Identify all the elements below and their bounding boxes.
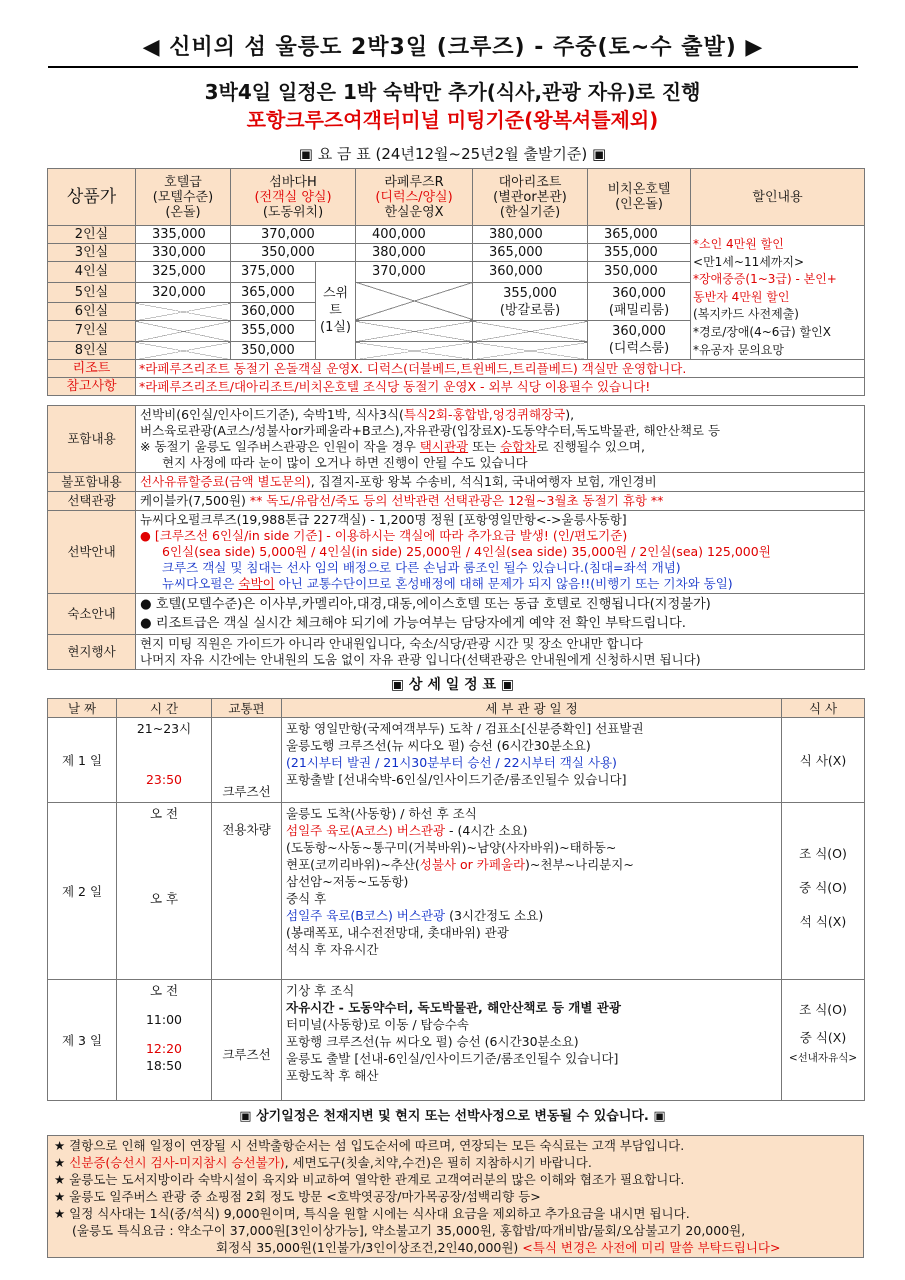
- itinerary-line: (21시부터 발권 / 21시30분부터 승선 / 22시부터 객실 사용): [286, 755, 617, 770]
- itinerary-line: 울릉도 출발 [선내-6인실/인사이드기준/룸조인될수 있습니다]: [286, 1051, 619, 1066]
- meal-item: <선내자유식>: [788, 1052, 858, 1064]
- schedule-header: [48, 699, 865, 718]
- price-cell: 350,000: [231, 244, 356, 262]
- price-cell: 365,000: [473, 244, 588, 262]
- ship-line: 크루즈 객실 및 침대는 선사 임의 배정으로 다른 손님과 룸조인 될수 있습니다.(침대=좌석 개념): [162, 560, 681, 575]
- room-label: 4인실: [48, 262, 136, 283]
- empty-cell: [473, 321, 588, 342]
- time-slot: 오 전: [149, 983, 179, 998]
- empty-cell: [356, 321, 473, 342]
- id-required-text: 신분증(승선시 검사-미지참시 승선불가): [69, 1155, 285, 1170]
- price-cell: 400,000: [356, 226, 473, 244]
- header-laperouse-l1: 라페루즈R: [384, 174, 444, 190]
- discount-line: *경로/장애(4~6급) 할인X: [693, 324, 831, 339]
- header-transport: 교통편: [212, 699, 282, 718]
- day2-times: [117, 803, 212, 980]
- day-label: 제 3 일: [48, 980, 117, 1101]
- text-span: 로 진행될수 있으며,: [536, 439, 645, 454]
- day1-transport: 크루즈선: [212, 718, 282, 803]
- included-line: 현지 사정에 따라 눈이 많이 오거나 하면 진행이 안될 수도 있습니다: [162, 455, 528, 470]
- header-laperouse-l3: 한실운영X: [384, 204, 444, 220]
- day-label: 제 1 일: [48, 718, 117, 803]
- header-beachon-l2: (인온돌): [615, 197, 663, 212]
- price-cell: 355,000: [588, 244, 691, 262]
- optional-row: [48, 492, 865, 511]
- discount-line: <만1세~11세까지>: [693, 254, 805, 269]
- text-span: 뉴씨다오펄은: [162, 576, 239, 591]
- day1-times: [117, 718, 212, 803]
- day3-itinerary: [282, 980, 782, 1101]
- discount-line: *유공자 문의요망: [693, 342, 784, 357]
- excluded-label: 불포함내용: [48, 473, 136, 492]
- header-discount: 할인내용: [691, 169, 865, 226]
- header-itinerary: 세 부 관 광 일 정: [282, 699, 782, 718]
- notice-line: [54, 1154, 857, 1171]
- discount-line: *소인 4만원 할인: [693, 237, 784, 251]
- room-label: 5인실: [48, 282, 136, 303]
- subtitle-itinerary: 3박4일 일정은 1박 숙박만 추가(식사,관광 자유)로 진행: [204, 80, 701, 104]
- itinerary-line: (봉래폭포, 내수전전망대, 촛대바위) 관광: [286, 925, 509, 940]
- optional-label: 선택관광: [48, 492, 136, 511]
- text-span: (3시간정도 소요): [445, 908, 544, 923]
- ship-line: 6인실(sea side) 5,000원 / 4인실(in side) 25,000원 / 4인실(sea side) 35,000원 / 2인실(sea) 125,000원: [162, 544, 771, 559]
- notice-line: (울릉도 특식요금 : 약소구이 37,000원[3인이상가능], 약소불고기 35,000원, 홍합밥/따개비밥/물회/오삼불고기 20,000원,: [72, 1223, 746, 1238]
- itinerary-line: 울릉도행 크루즈선(뉴 씨다오 펄) 승선 (6시간30분소요): [286, 738, 591, 753]
- ship-content: [136, 511, 865, 594]
- text-span: 회정식 35,000원(1인불가/3인이상조건,2인40,000원): [216, 1240, 523, 1255]
- header-seombada: [231, 169, 356, 226]
- itinerary-line: (도동항~사동~통구미(거북바위)~남양(사자바위)~태하동~: [286, 840, 617, 855]
- time-slot: 오 전: [149, 806, 179, 821]
- fee-table-title: ▣ 요 금 표 (24년12월~25년2월 출발기준) ▣: [298, 145, 607, 163]
- itinerary-line: 포항 영일만항(국제여객부두) 도착 / 검표소[신분증확인] 선표발권: [286, 721, 644, 736]
- room-label: 8인실: [48, 342, 136, 360]
- text-span: 현포(코끼리바위)~추산(: [286, 857, 420, 872]
- text-span: 케이블카(7,500원): [140, 493, 250, 508]
- time-slot: 21~23시: [136, 721, 192, 736]
- resort-note: *라페루즈리조트 동절기 온돌객실 운영X. 디럭스(더블베드,트윈베드,트리플베드) 객실만 운영합니다.: [136, 360, 865, 378]
- special-meal-text: 특식2회-홍합밥,엉겅퀴해장국: [403, 407, 566, 422]
- notice-box: [48, 1136, 864, 1258]
- price-cell: 325,000: [136, 262, 231, 283]
- discount-line: 동반자 4만원 할인: [693, 289, 790, 304]
- text-span: , 세면도구(칫솔,치약,수건)은 필히 지참하시기 바랍니다.: [284, 1155, 592, 1170]
- page-title: ◀ 신비의 섬 울릉도 2박3일 (크루즈) - 주중(토~수 출발) ▶: [48, 30, 858, 68]
- header-seombada-l1: 섬바다H: [269, 174, 317, 190]
- meal-item: 중 식(X): [799, 1030, 847, 1045]
- included-row: [48, 406, 865, 473]
- text-span: 성불사 or 카페울라: [419, 857, 526, 872]
- price-cell: 330,000: [136, 244, 231, 262]
- price-row-2: [48, 226, 865, 244]
- text-span: 숙박이: [238, 576, 275, 591]
- subtitle-meeting: 포항크루즈여객터미널 미팅기준(왕복셔틀제외): [246, 108, 659, 132]
- itinerary-line: 포항행 크루즈선(뉴 씨다오 펄) 승선 (6시간30분소요): [286, 1034, 579, 1049]
- room-label: 6인실: [48, 303, 136, 321]
- text-span: , 집결지-포항 왕복 수송비, 석식1회, 국내여행자 보험, 개인경비: [310, 474, 657, 489]
- notice-table: [47, 1135, 864, 1258]
- time-slot: 18:50: [145, 1058, 183, 1073]
- text-span: 섬일주 육로(A코스) 버스관광: [286, 823, 446, 838]
- header-time: 시 간: [117, 699, 212, 718]
- price-cell: 335,000: [136, 226, 231, 244]
- suite-label-l1: 스위트: [322, 286, 349, 319]
- header-laperouse: [356, 169, 473, 226]
- price-cell: 370,000: [356, 262, 473, 283]
- meal-item: 조 식(O): [799, 846, 847, 861]
- price-cell: 320,000: [136, 282, 231, 303]
- van-text: 승합차: [500, 439, 537, 454]
- ship-line: 뉴씨다오펄크루즈(19,988톤급 227객실) - 1,200명 정원 [포항영일만항<->울릉사동항]: [140, 512, 627, 527]
- itinerary-line: 울릉도 도착(사동항) / 하선 후 조식: [286, 806, 477, 821]
- text-span: ★: [54, 1155, 70, 1170]
- price-cell: 365,000: [231, 282, 316, 303]
- empty-cell: [356, 282, 473, 321]
- price-note: (방갈로룸): [499, 302, 561, 318]
- price-table: [47, 168, 865, 396]
- itinerary-line: 자유시간 - 도동약수터, 독도박물관, 해안산책로 등 개별 관광: [286, 1000, 621, 1015]
- itinerary-line: 석식 후 자유시간: [286, 942, 379, 957]
- text-span: ※ 동절기 울릉도 일주버스관광은 인원이 작을 경우: [140, 439, 420, 454]
- header-hotel-l2: (모텔수준): [152, 189, 214, 205]
- price-cell: 380,000: [473, 226, 588, 244]
- day1-itinerary: [282, 718, 782, 803]
- price-note: (디럭스룸): [608, 341, 670, 357]
- schedule-title: ▣ 상 세 일 정 표 ▣: [390, 677, 515, 693]
- local-content: [136, 635, 865, 670]
- ship-line: [140, 576, 860, 592]
- schedule-table: [47, 698, 865, 1101]
- price-value: 360,000: [612, 285, 666, 301]
- text-span: - (4시간 소요): [445, 823, 528, 838]
- reference-label: 참고사항: [48, 378, 136, 396]
- price-cell: 375,000: [231, 262, 316, 283]
- day3-meals: [782, 980, 865, 1101]
- header-daea-l3: (한실기준): [499, 204, 561, 220]
- lodging-line: ● 리조트급은 객실 실시간 체크해야 되기에 가능여부는 담당자에게 예약 전 확인 부탁드립니다.: [140, 616, 686, 631]
- day2-meals: [782, 803, 865, 980]
- day-label: 제 2 일: [48, 803, 117, 980]
- day2-transport: 전용차량: [212, 803, 282, 980]
- excluded-row: [48, 473, 865, 492]
- discount-details: [691, 226, 865, 360]
- price-cell: 355,000: [231, 321, 316, 342]
- header-laperouse-l2: (디럭스/양실): [375, 189, 453, 205]
- reference-note: *라페루즈리조트/대아리조트/비치온호텔 조식당 동절기 운영X - 외부 식당 이용필수 있습니다!: [136, 378, 865, 396]
- empty-cell: [356, 342, 473, 360]
- day1-row: [48, 718, 865, 803]
- text-span: 선박비(6인실/인사이드기준), 숙박1박, 식사3식(: [140, 407, 404, 422]
- text-span: 아닌 교통수단이므로 혼성배정에 대해 문제가 되지 않음!!(비행기 또는 기차와 동일): [274, 576, 733, 591]
- header-date: 날 짜: [48, 699, 117, 718]
- optional-content: [136, 492, 865, 511]
- price-value: 360,000: [612, 324, 666, 340]
- price-cell-family: [588, 282, 691, 321]
- special-meal-notice: <특식 변경은 사전에 미리 말씀 부탁드립니다>: [522, 1240, 781, 1255]
- included-line: [140, 407, 860, 423]
- empty-cell: [136, 303, 231, 321]
- itinerary-line: 중식 후: [286, 891, 327, 906]
- included-line: [140, 439, 860, 455]
- local-label: 현지행사: [48, 635, 136, 670]
- price-cell-deluxe: [588, 321, 691, 360]
- price-cell: 380,000: [356, 244, 473, 262]
- empty-cell: [136, 342, 231, 360]
- suite-label-l2: (1실): [320, 320, 351, 336]
- itinerary-line: [286, 907, 777, 924]
- room-label: 2인실: [48, 226, 136, 244]
- itinerary-line: [286, 822, 777, 839]
- discount-line: *장애중증(1~3급) - 본인+: [693, 272, 837, 287]
- day2-row: [48, 803, 865, 980]
- room-label: 7인실: [48, 321, 136, 342]
- lodging-line: ● 호텔(모텔수준)은 이사부,카멜리아,대경,대동,에이스호텔 또는 동급 호텔로 진행됩니다(지정불가): [140, 597, 711, 612]
- price-cell: 350,000: [231, 342, 316, 360]
- text-span: 또는: [468, 439, 501, 454]
- itinerary-line: 포항출발 [선내숙박-6인실/인사이드기준/룸조인될수 있습니다]: [286, 772, 627, 787]
- itinerary-line: 포항도착 후 해산: [286, 1068, 379, 1083]
- meal-item: 중 식(O): [799, 880, 847, 895]
- local-row: [48, 635, 865, 670]
- text-span: ),: [565, 407, 575, 422]
- header-beachon-l1: 비치온호텔: [607, 182, 671, 197]
- text-span: 섬일주 육로(B코스) 버스관광: [286, 908, 446, 923]
- notice-line: ★ 일정 식사대는 1식(중/석식) 9,000원이며, 특식을 원할 시에는 식사대 요금을 제외하고 추가요금을 내시면 됩니다.: [54, 1206, 690, 1221]
- reference-row: [48, 378, 865, 396]
- lodging-row: [48, 594, 865, 635]
- empty-cell: [473, 342, 588, 360]
- header-product: 상품가: [48, 169, 136, 226]
- header-daea-l1: 대아리조트: [498, 174, 562, 190]
- header-daea: [473, 169, 588, 226]
- room-label: 3인실: [48, 244, 136, 262]
- included-line: 버스육로관광(A코스/성불사or카페울라+B코스),자유관광(입장료X)-도동약수터,독도박물관, 해안산책로 등: [140, 423, 721, 438]
- header-meal: 식 사: [782, 699, 865, 718]
- suite-label: [316, 262, 356, 360]
- price-cell: 370,000: [231, 226, 356, 244]
- itinerary-line: 기상 후 조식: [286, 983, 355, 998]
- itinerary-line: [286, 856, 777, 873]
- header-hotel: [136, 169, 231, 226]
- header-seombada-l3: (도동위치): [262, 204, 324, 220]
- price-note: (패밀리룸): [608, 302, 670, 318]
- header-beachon: [588, 169, 691, 226]
- taxi-tour-text: 택시관광: [419, 439, 469, 454]
- lodging-label: 숙소안내: [48, 594, 136, 635]
- itinerary-line: 삼선암~저동~도동항): [286, 874, 409, 889]
- time-slot: 11:00: [145, 1012, 183, 1027]
- price-cell-bungalow: [473, 282, 588, 321]
- notice-line: ★ 울릉도 일주버스 관광 중 쇼핑점 2회 정도 방문 <호박엿공장/마가목공장/섬백리향 등>: [54, 1189, 541, 1204]
- ship-row: [48, 511, 865, 594]
- info-table: [47, 405, 865, 670]
- price-cell: 365,000: [588, 226, 691, 244]
- excluded-content: [136, 473, 865, 492]
- time-slot: 12:20: [145, 1041, 183, 1056]
- fuel-surcharge-text: 선사유류할증료(금액 별도문의): [140, 474, 311, 489]
- lodging-content: [136, 594, 865, 635]
- header-seombada-l2: (전객실 양실): [254, 189, 332, 205]
- notice-line: [54, 1239, 857, 1256]
- price-cell: 350,000: [588, 262, 691, 283]
- header-hotel-l1: 호텔급: [164, 174, 202, 190]
- day2-itinerary: [282, 803, 782, 980]
- discount-line: (복지카드 사전제출): [693, 307, 799, 322]
- resort-label: 리조트: [48, 360, 136, 378]
- price-cell: 360,000: [473, 262, 588, 283]
- price-cell: 360,000: [231, 303, 316, 321]
- header-hotel-l3: (온돌): [165, 204, 201, 220]
- day3-row: [48, 980, 865, 1101]
- time-slot: 오 후: [149, 891, 179, 906]
- ship-line: ● [크루즈선 6인실/in side 기준] - 이용하시는 객실에 따라 추가요금 발생! (인/편도기준): [140, 528, 628, 543]
- day1-meal: 식 사(X): [782, 718, 865, 803]
- ship-label: 선박안내: [48, 511, 136, 594]
- resort-row: [48, 360, 865, 378]
- local-line: 현지 미팅 직원은 가이드가 아니라 안내원입니다, 숙소/식당/관광 시간 및 장소 안내만 합니다: [140, 636, 643, 651]
- price-value: 355,000: [503, 285, 557, 301]
- day3-times: [117, 980, 212, 1101]
- empty-cell: [136, 321, 231, 342]
- time-slot: 23:50: [145, 772, 183, 787]
- day3-transport: 크루즈선: [212, 980, 282, 1101]
- meal-item: 석 식(X): [799, 914, 847, 929]
- schedule-change-note: ▣ 상기일정은 천재지변 및 현지 또는 선박사정으로 변동될 수 있습니다. ▣: [239, 1109, 666, 1124]
- winter-closure-text: ** 독도/유람선/죽도 등의 선박관련 선택관광은 12월~3월초 동절기 휴항 **: [249, 493, 664, 508]
- header-daea-l2: (별관or본관): [493, 189, 567, 205]
- meal-item: 조 식(O): [799, 1002, 847, 1017]
- notice-line: ★ 울릉도는 도서지방이라 숙박시설이 육지와 비교하여 열악한 관계로 고객여러분의 많은 이해와 협조가 필요합니다.: [54, 1172, 685, 1187]
- local-line: 나머지 자유 시간에는 안내원의 도움 없이 자유 관광 입니다(선택관광은 안내원에게 신청하시면 됩니다): [140, 652, 701, 667]
- itinerary-line: 터미널(사동항)로 이동 / 탑승수속: [286, 1017, 469, 1032]
- notice-line: ★ 결항으로 인해 일정이 연장될 시 선박출항순서는 섬 입도순서에 따르며, 연장되는 모든 숙식료는 고객 부담입니다.: [54, 1138, 685, 1153]
- included-label: 포함내용: [48, 406, 136, 473]
- text-span: )~천부~나리분지~: [525, 857, 634, 872]
- included-content: [136, 406, 865, 473]
